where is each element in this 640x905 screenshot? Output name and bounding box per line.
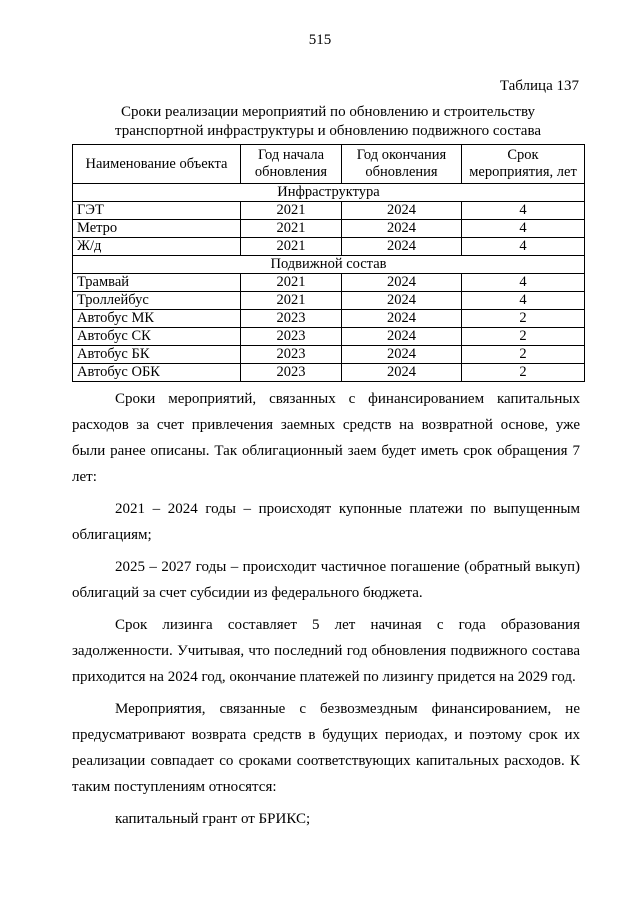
- table-header-row: [73, 145, 585, 184]
- cell-term: 2: [462, 310, 585, 328]
- cell-term: 2: [462, 328, 585, 346]
- cell-start: 2021: [241, 220, 342, 238]
- cell-term: 4: [462, 220, 585, 238]
- cell-term: 4: [462, 238, 585, 256]
- schedule-table: [72, 144, 585, 382]
- caption-line: транспортной инфраструктуры и обновлению подвижного состава: [114, 123, 542, 139]
- cell-term: 4: [462, 202, 585, 220]
- cell-name: Автобус ОБК: [73, 364, 241, 382]
- table-row: [73, 364, 585, 382]
- cell-end: 2024: [342, 364, 462, 382]
- cell-end: 2024: [342, 274, 462, 292]
- cell-start: 2023: [241, 328, 342, 346]
- paragraph: 2021 – 2024 годы – происходят купонные платежи по выпущенным облигациям;: [72, 501, 580, 543]
- paragraph: 2025 – 2027 годы – происходит частичное погашение (обратный выкуп) облигаций за счет субсидии из федерального бюджета.: [72, 559, 580, 601]
- paragraph: Мероприятия, связанные с безвозмездным финансированием, не предусматривают возврата средств в будущих периодах, и поэтому срок их реализации совпадает со сроками соответствующих капитальных расходов. К таким поступлениям относятся:: [72, 701, 580, 795]
- table-label: Таблица 137: [499, 78, 579, 94]
- cell-term: 4: [462, 274, 585, 292]
- table-row: [73, 292, 585, 310]
- cell-name: ГЭТ: [73, 202, 241, 220]
- cell-end: 2024: [342, 328, 462, 346]
- table-row: [73, 202, 585, 220]
- table-row: [73, 310, 585, 328]
- header-term: Срок мероприятия, лет: [462, 145, 585, 184]
- cell-name: Автобус БК: [73, 346, 241, 364]
- cell-end: 2024: [342, 238, 462, 256]
- cell-start: 2021: [241, 274, 342, 292]
- cell-start: 2023: [241, 310, 342, 328]
- cell-name: Метро: [73, 220, 241, 238]
- header-name: Наименование объекта: [73, 145, 241, 184]
- page-number: 515: [308, 32, 332, 48]
- table-row: [73, 238, 585, 256]
- body-text: [72, 386, 580, 832]
- paragraph: капитальный грант от БРИКС;: [115, 811, 311, 827]
- table-row: [73, 346, 585, 364]
- cell-start: 2021: [241, 202, 342, 220]
- cell-start: 2023: [241, 346, 342, 364]
- cell-name: Автобус МК: [73, 310, 241, 328]
- cell-name: Трамвай: [73, 274, 241, 292]
- cell-term: 4: [462, 292, 585, 310]
- cell-name: Ж/д: [73, 238, 241, 256]
- header-end-year: Год окончания обновления: [342, 145, 462, 184]
- section-row: [73, 256, 585, 274]
- cell-start: 2021: [241, 238, 342, 256]
- cell-start: 2021: [241, 292, 342, 310]
- cell-end: 2024: [342, 202, 462, 220]
- cell-name: Автобус СК: [73, 328, 241, 346]
- table-row: [73, 220, 585, 238]
- section-infrastructure: Инфраструктура: [73, 184, 585, 202]
- paragraph: Срок лизинга составляет 5 лет начиная с года образования задолженности. Учитывая, что последний год обновления подвижного состава приходится на 2024 год, окончание платежей по лизингу придется на 2029 год.: [72, 617, 580, 685]
- header-start-year: Год начала обновления: [241, 145, 342, 184]
- table-caption: [72, 103, 584, 141]
- table-row: [73, 328, 585, 346]
- cell-name: Троллейбус: [73, 292, 241, 310]
- paragraph: Сроки мероприятий, связанных с финансированием капитальных расходов за счет привлечения заемных средств на возвратной основе, уже были ранее описаны. Так облигационный заем будет иметь срок обращения 7 лет:: [72, 391, 580, 485]
- cell-end: 2024: [342, 346, 462, 364]
- section-rolling-stock: Подвижной состав: [73, 256, 585, 274]
- cell-end: 2024: [342, 292, 462, 310]
- section-row: [73, 184, 585, 202]
- table-row: [73, 274, 585, 292]
- cell-term: 2: [462, 364, 585, 382]
- cell-end: 2024: [342, 310, 462, 328]
- cell-start: 2023: [241, 364, 342, 382]
- cell-end: 2024: [342, 220, 462, 238]
- cell-term: 2: [462, 346, 585, 364]
- caption-line: Сроки реализации мероприятий по обновлению и строительству: [120, 104, 536, 120]
